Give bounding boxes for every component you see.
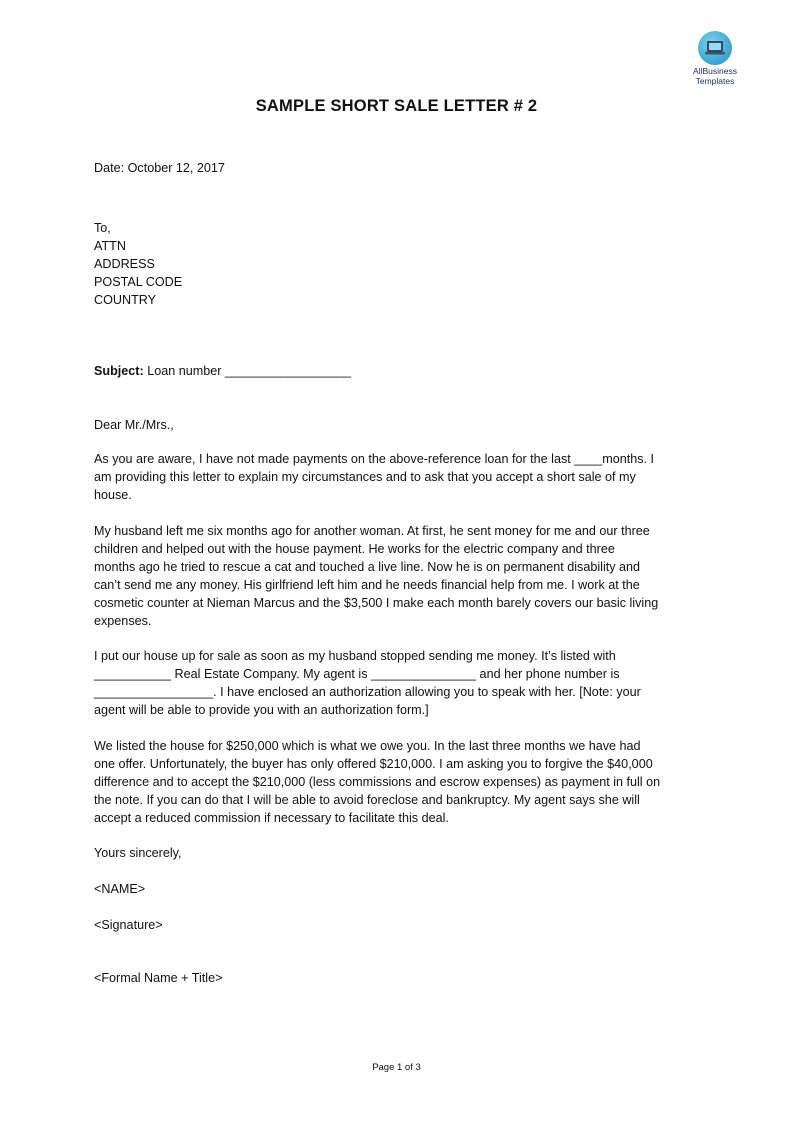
page-number: Page 1 of 3 bbox=[372, 1062, 421, 1073]
address-country: COUNTRY bbox=[94, 293, 157, 307]
paragraph-line: My husband left me six months ago for another woman. At first, he sent money for me and our three bbox=[94, 524, 650, 538]
paragraph-line: expenses. bbox=[94, 614, 152, 628]
address-address: ADDRESS bbox=[94, 257, 155, 271]
paragraph-line: am providing this letter to explain my circumstances and to ask that you accept a short sale of my bbox=[94, 470, 636, 484]
logo-text-line2: Templates bbox=[695, 76, 735, 86]
paragraph-line: months ago he tried to rescue a cat and touched a live line. Now he is on permanent disability and bbox=[94, 560, 641, 574]
paragraph-line: difference and to accept the $210,000 (less commissions and escrow expenses) as payment in full on bbox=[94, 775, 661, 789]
address-postal-code: POSTAL CODE bbox=[94, 275, 183, 289]
paragraph-line: can’t send me any money. His girlfriend left him and he needs financial help from me. I work at the bbox=[94, 578, 640, 592]
letter-date: Date: October 12, 2017 bbox=[94, 161, 225, 175]
signature-placeholder: <Signature> bbox=[94, 918, 163, 932]
subject-text: Loan number __________________ bbox=[147, 364, 351, 378]
paragraph-line: cosmetic counter at Nieman Marcus and the $3,500 I make each month barely covers our basic living bbox=[94, 596, 659, 610]
name-placeholder: <NAME> bbox=[94, 882, 146, 896]
logo-text-line1: AllBusiness bbox=[693, 66, 737, 76]
formal-name-placeholder: <Formal Name + Title> bbox=[94, 971, 223, 985]
laptop-icon bbox=[698, 31, 732, 65]
salutation: Dear Mr./Mrs., bbox=[94, 418, 174, 432]
paragraph-line: _________________. I have enclosed an authorization allowing you to speak with her. [Note: your bbox=[94, 685, 641, 699]
address-attn: ATTN bbox=[94, 239, 126, 253]
paragraph-line: accept a reduced commission if necessary to facilitate this deal. bbox=[94, 811, 449, 825]
subject-label: Subject: bbox=[94, 364, 144, 378]
paragraph-line: house. bbox=[94, 488, 132, 502]
paragraph-2 bbox=[94, 522, 704, 630]
paragraph-line: We listed the house for $250,000 which is what we owe you. In the last three months we have had bbox=[94, 739, 641, 753]
subject-line bbox=[94, 362, 351, 380]
paragraph-4 bbox=[94, 737, 704, 827]
address-to: To, bbox=[94, 221, 111, 235]
paragraph-line: agent will be able to provide you with an authorization form.] bbox=[94, 703, 429, 717]
document-title: SAMPLE SHORT SALE LETTER # 2 bbox=[255, 97, 538, 115]
paragraph-1 bbox=[94, 450, 704, 504]
paragraph-line: As you are aware, I have not made payments on the above-reference loan for the last ____months. I bbox=[94, 452, 655, 466]
paragraph-line: children and helped out with the house payment. He works for the electric company and three bbox=[94, 542, 615, 556]
paragraph-line: I put our house up for sale as soon as my husband stopped sending me money. It’s listed with bbox=[94, 649, 616, 663]
paragraph-line: ___________ Real Estate Company. My agent is _______________ and her phone number is bbox=[94, 667, 620, 681]
paragraph-line: one offer. Unfortunately, the buyer has only offered $210,000. I am asking you to forgive the $40,000 bbox=[94, 757, 653, 771]
paragraph-line: the note. If you can do that I will be able to avoid foreclose and bankruptcy. My agent says she will bbox=[94, 793, 640, 807]
paragraph-3 bbox=[94, 647, 704, 719]
closing: Yours sincerely, bbox=[94, 846, 182, 860]
allbusiness-templates-logo bbox=[686, 31, 744, 86]
